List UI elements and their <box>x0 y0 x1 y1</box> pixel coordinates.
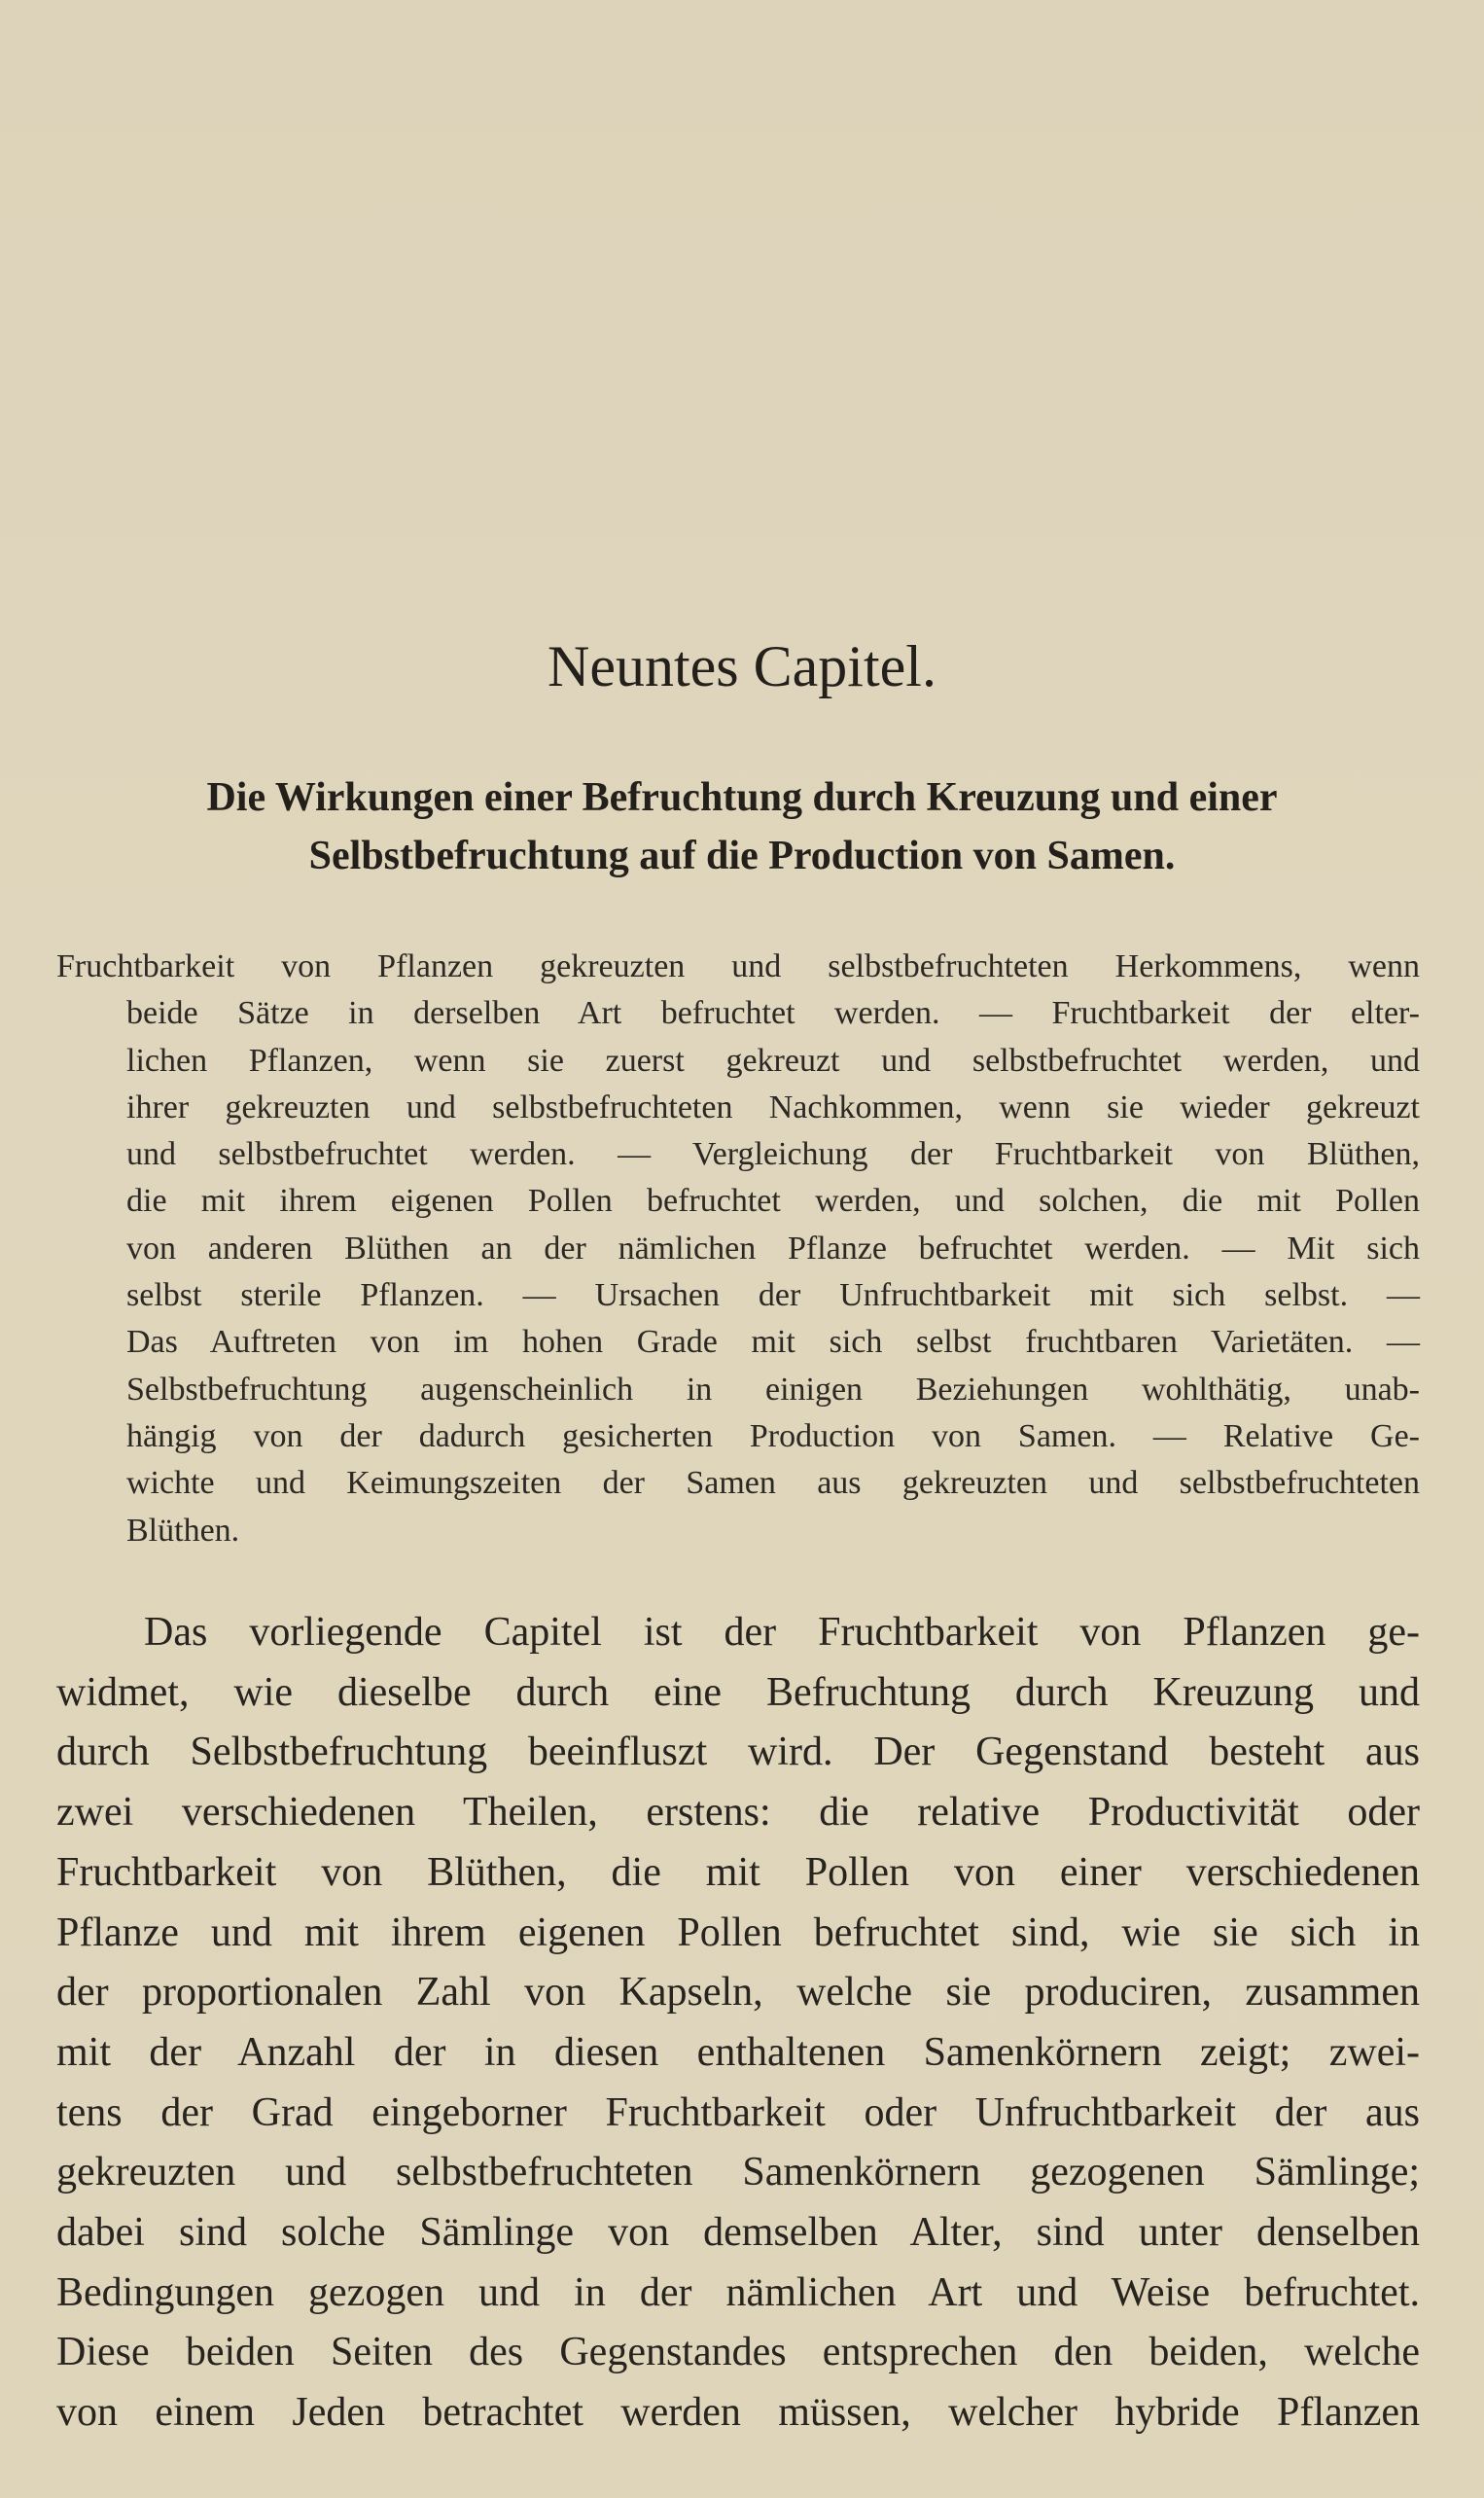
chapter-title: Neuntes Capitel. <box>548 634 936 698</box>
body-line: Das vorliegende Capitel ist der Fruchtbarkeit von Pflanzen ge- <box>144 1610 1420 1655</box>
body-line: Fruchtbarkeit von Blüthen, die mit Pollen von einer verschiedenen <box>56 1849 1420 1895</box>
body-line: Bedingungen gezogen und in der nämlichen Art und Weise befruchtet. <box>56 2269 1420 2315</box>
summary-line: wichte und Keimungszeiten der Samen aus gekreuzten und selbstbefruchteten <box>126 1465 1420 1502</box>
summary-line: Selbstbefruchtung augenscheinlich in einigen Beziehungen wohlthätig, unab- <box>126 1371 1420 1408</box>
body-line: der proportionalen Zahl von Kapseln, welche sie produciren, zusammen <box>56 1970 1420 2016</box>
body-line: von einem Jeden betrachtet werden müssen, welcher hybride Pflanzen <box>56 2390 1420 2436</box>
chapter-heading-line: Die Wirkungen einer Befruchtung durch Kreuzung und einer <box>206 775 1278 820</box>
chapter-heading <box>39 768 1445 885</box>
summary-line: ihrer gekreuzten und selbstbefruchteten Nachkommen, wenn sie wieder gekreuzt <box>126 1088 1420 1125</box>
summary-line: beide Sätze in derselben Art befruchtet werden. — Fruchtbarkeit der elter- <box>126 995 1420 1032</box>
summary-line: hängig von der dadurch gesicherten Production von Samen. — Relative Ge- <box>126 1417 1420 1454</box>
body-line: dabei sind solche Sämlinge von demselben Alter, sind unter denselben <box>56 2210 1420 2256</box>
chapter-summary <box>56 944 1420 1554</box>
summary-line: von anderen Blüthen an der nämlichen Pflanze befruchtet werden. — Mit sich <box>126 1230 1420 1267</box>
body-line: tens der Grad eingeborner Fruchtbarkeit oder Unfruchtbarkeit der aus <box>56 2089 1420 2135</box>
body-line: widmet, wie dieselbe durch eine Befruchtung durch Kreuzung und <box>56 1669 1420 1715</box>
summary-line: Fruchtbarkeit von Pflanzen gekreuzten und selbstbefruchteten Herkommens, wenn <box>56 948 1420 984</box>
body-line: mit der Anzahl der in diesen enthaltenen Samenkörnern zeigt; zwei- <box>56 2029 1420 2075</box>
summary-line: die mit ihrem eigenen Pollen befruchtet werden, und solchen, die mit Pollen <box>126 1183 1420 1220</box>
body-paragraph <box>56 1603 1420 2444</box>
chapter-heading-line: Selbstbefruchtung auf die Production von Samen. <box>308 834 1176 878</box>
body-line: zwei verschiedenen Theilen, erstens: die relative Productivität oder <box>56 1790 1420 1836</box>
body-line: gekreuzten und selbstbefruchteten Samenkörnern gezogenen Sämlinge; <box>56 2150 1420 2195</box>
body-line: durch Selbstbefruchtung beeinfluszt wird. Der Gegenstand besteht aus <box>56 1730 1420 1775</box>
summary-line: selbst sterile Pflanzen. — Ursachen der Unfruchtbarkeit mit sich selbst. — <box>126 1277 1420 1314</box>
summary-line: lichen Pflanzen, wenn sie zuerst gekreuzt und selbstbefruchtet werden, und <box>126 1042 1420 1079</box>
body-line: Diese beiden Seiten des Gegenstandes entsprechen den beiden, welche <box>56 2330 1420 2375</box>
summary-line: Blüthen. <box>126 1512 240 1549</box>
body-line: Pflanze und mit ihrem eigenen Pollen befruchtet sind, wie sie sich in <box>56 1909 1420 1955</box>
summary-line: und selbstbefruchtet werden. — Vergleichung der Fruchtbarkeit von Blüthen, <box>126 1136 1420 1173</box>
summary-line: Das Auftreten von im hohen Grade mit sich selbst fruchtbaren Varietäten. — <box>126 1324 1420 1361</box>
